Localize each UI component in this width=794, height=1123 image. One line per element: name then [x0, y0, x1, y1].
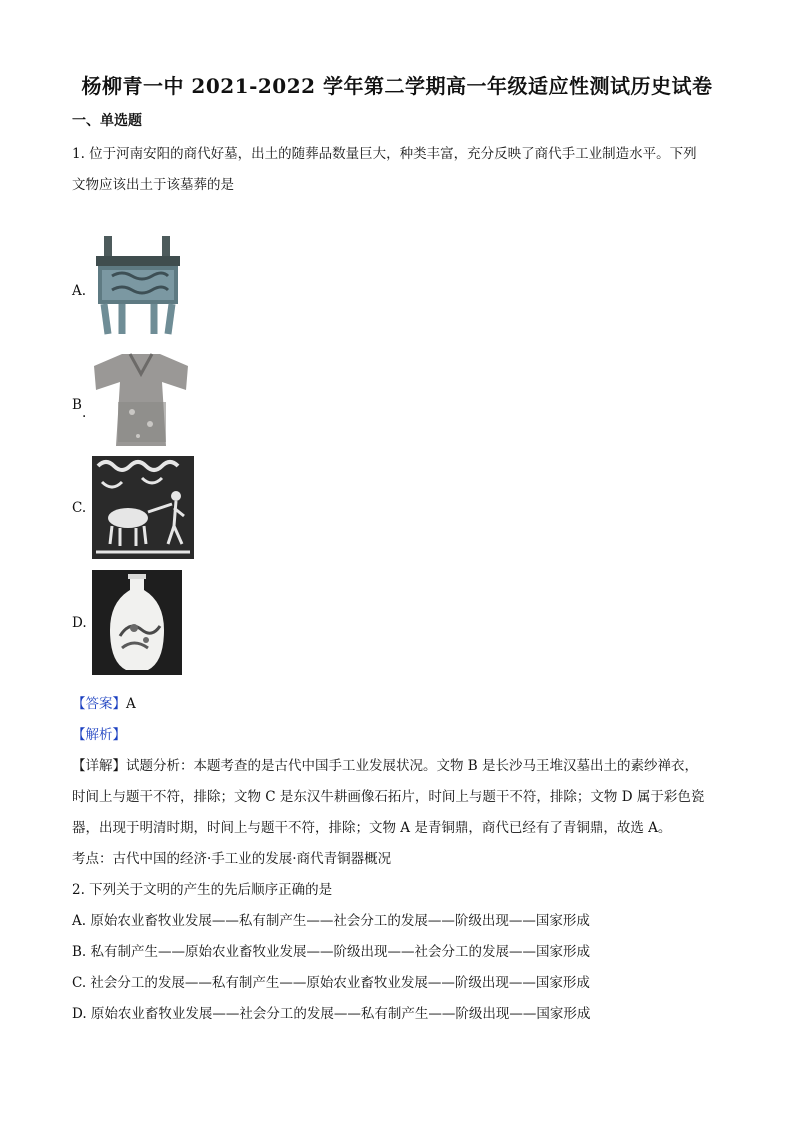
answer-value: A: [126, 696, 136, 712]
q1-detail-line3: 器，出现于明清时期，时间上与题干不符，排除；文物 A 是青铜鼎，商代已经有了青铜鼎，故选 A。: [72, 820, 672, 836]
q2-option-d: D. 原始农业畜牧业发展——社会分工的发展——私有制产生——阶级出现——国家形成: [72, 1006, 591, 1022]
q1-answer: [72, 692, 136, 712]
q2-stem: 2. 下列关于文明的产生的先后顺序正确的是: [72, 882, 333, 898]
q1-stem-line2: 文物应该出土于该墓葬的是: [72, 177, 234, 193]
painted-porcelain-vase-icon: [92, 570, 182, 675]
section-heading: 一、单选题: [72, 113, 142, 129]
q2-option-a: A. 原始农业畜牧业发展——私有制产生——社会分工的发展——阶级出现——国家形成: [72, 913, 590, 929]
q2-option-b: B. 私有制产生——原始农业畜牧业发展——阶级出现——社会分工的发展——国家形成: [72, 944, 591, 960]
ox-plough-stone-rubbing-icon: [92, 456, 194, 559]
plain-gauze-robe-icon: [92, 352, 190, 448]
q1-option-c-label: C.: [72, 500, 87, 516]
detail-text-1: 试题分析：本题考查的是古代中国手工业发展状况。文物 B 是长沙马王堆汉墓出土的素纱禅衣，: [126, 758, 699, 774]
q1-option-d-label: D.: [72, 615, 87, 631]
q1-detail-line2: 时间上与题干不符，排除；文物 C 是东汉牛耕画像石拓片，时间上与题干不符，排除；文物 D 属于彩色瓷: [72, 789, 705, 805]
bronze-ding-icon: [92, 234, 184, 338]
answer-tag: 【答案】: [72, 696, 126, 712]
q1-stem-line1: 1. 位于河南安阳的商代好墓，出土的随葬品数量巨大，种类丰富，充分反映了商代手工业制造水平。下列: [72, 146, 697, 162]
q1-option-a-label: A.: [72, 283, 87, 299]
q1-kaodian: 考点：古代中国的经济·手工业的发展·商代青铜器概况: [72, 851, 392, 867]
analysis-tag: 【解析】: [72, 727, 126, 743]
q1-option-b-label: B: [72, 397, 82, 413]
detail-tag: 【详解】: [72, 758, 126, 774]
q1-detail-line1: [72, 754, 698, 774]
exam-title: 杨柳青一中 2021-2022 学年第二学期高一年级适应性测试历史试卷: [81, 74, 713, 98]
q1-option-b-dot: .: [82, 405, 87, 421]
q2-option-c: C. 社会分工的发展——私有制产生——原始农业畜牧业发展——阶级出现——国家形成: [72, 975, 590, 991]
